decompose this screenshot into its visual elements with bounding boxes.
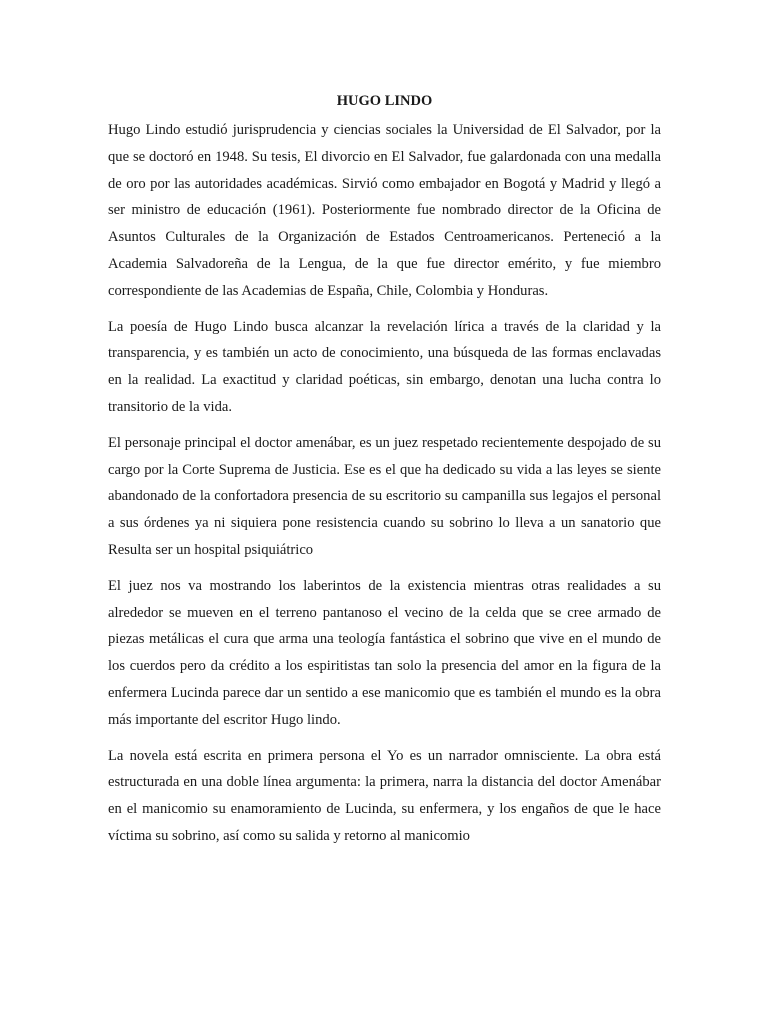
paragraph-biography: Hugo Lindo estudió jurisprudencia y ciencias sociales la Universidad de El Salvador, por la que se doctoró en 1948. Su tesis, El divorcio en El Salvador, fue galardonada con una medalla de oro por las autoridades académicas. Sirvió como embajador en Bogotá y Madrid y llegó a ser ministro de educación (1961). Posteriormente fue nombrado director de la Oficina de Asuntos Culturales de la Organización de Estados Centroamericanos. Perteneció a la Academia Salvadoreña de la Lengua, de la que fue director emérito, y fue miembro correspondiente de las Academias de España, Chile, Colombia y Honduras. [108, 122, 661, 299]
paragraph-narrative-structure: La novela está escrita en primera persona el Yo es un narrador omnisciente. La obra está estructurada en una doble línea argumenta: la primera, narra la distancia del doctor Amenábar en el manicomio su enamoramiento de Lucinda, su enfermera, y los engaños de que le hace víctima su sobrino, así como su salida y retorno al manicomio [108, 747, 661, 844]
paragraph-poetry: La poesía de Hugo Lindo busca alcanzar la revelación lírica a través de la claridad y la transparencia, y es también un acto de conocimiento, una búsqueda de las formas enclavadas en la realidad. La exactitud y claridad poéticas, sin embargo, denotan una lucha contra lo transitorio de la vida. [108, 318, 661, 415]
paragraph-main-character: El personaje principal el doctor amenábar, es un juez respetado recientemente despojado de su cargo por la Corte Suprema de Justicia. Ese es el que ha dedicado su vida a las leyes se siente abandonado de la confortadora presencia de su escritorio su campanilla sus legajos el personal a sus órdenes ya ni siquiera pone resistencia cuando su sobrino lo lleva a un sanatorio que Resulta ser un hospital psiquiátrico [108, 434, 661, 558]
paragraph-labyrinths: El juez nos va mostrando los laberintos de la existencia mientras otras realidades a su alrededor se mueven en el terreno pantanoso el vecino de la celda que se cree armado de piezas metálicas el cura que arma una teología fantástica el sobrino que vive en el mundo de los cuerdos pero da crédito a los espiritistas tan solo la presencia del amor en la figura de la enfermera Lucinda parece dar un sentido a ese manicomio que es también el mundo es la obra más importante del escritor Hugo lindo. [108, 577, 661, 728]
document-page [108, 88, 661, 859]
document-title: HUGO LINDO [336, 93, 433, 109]
